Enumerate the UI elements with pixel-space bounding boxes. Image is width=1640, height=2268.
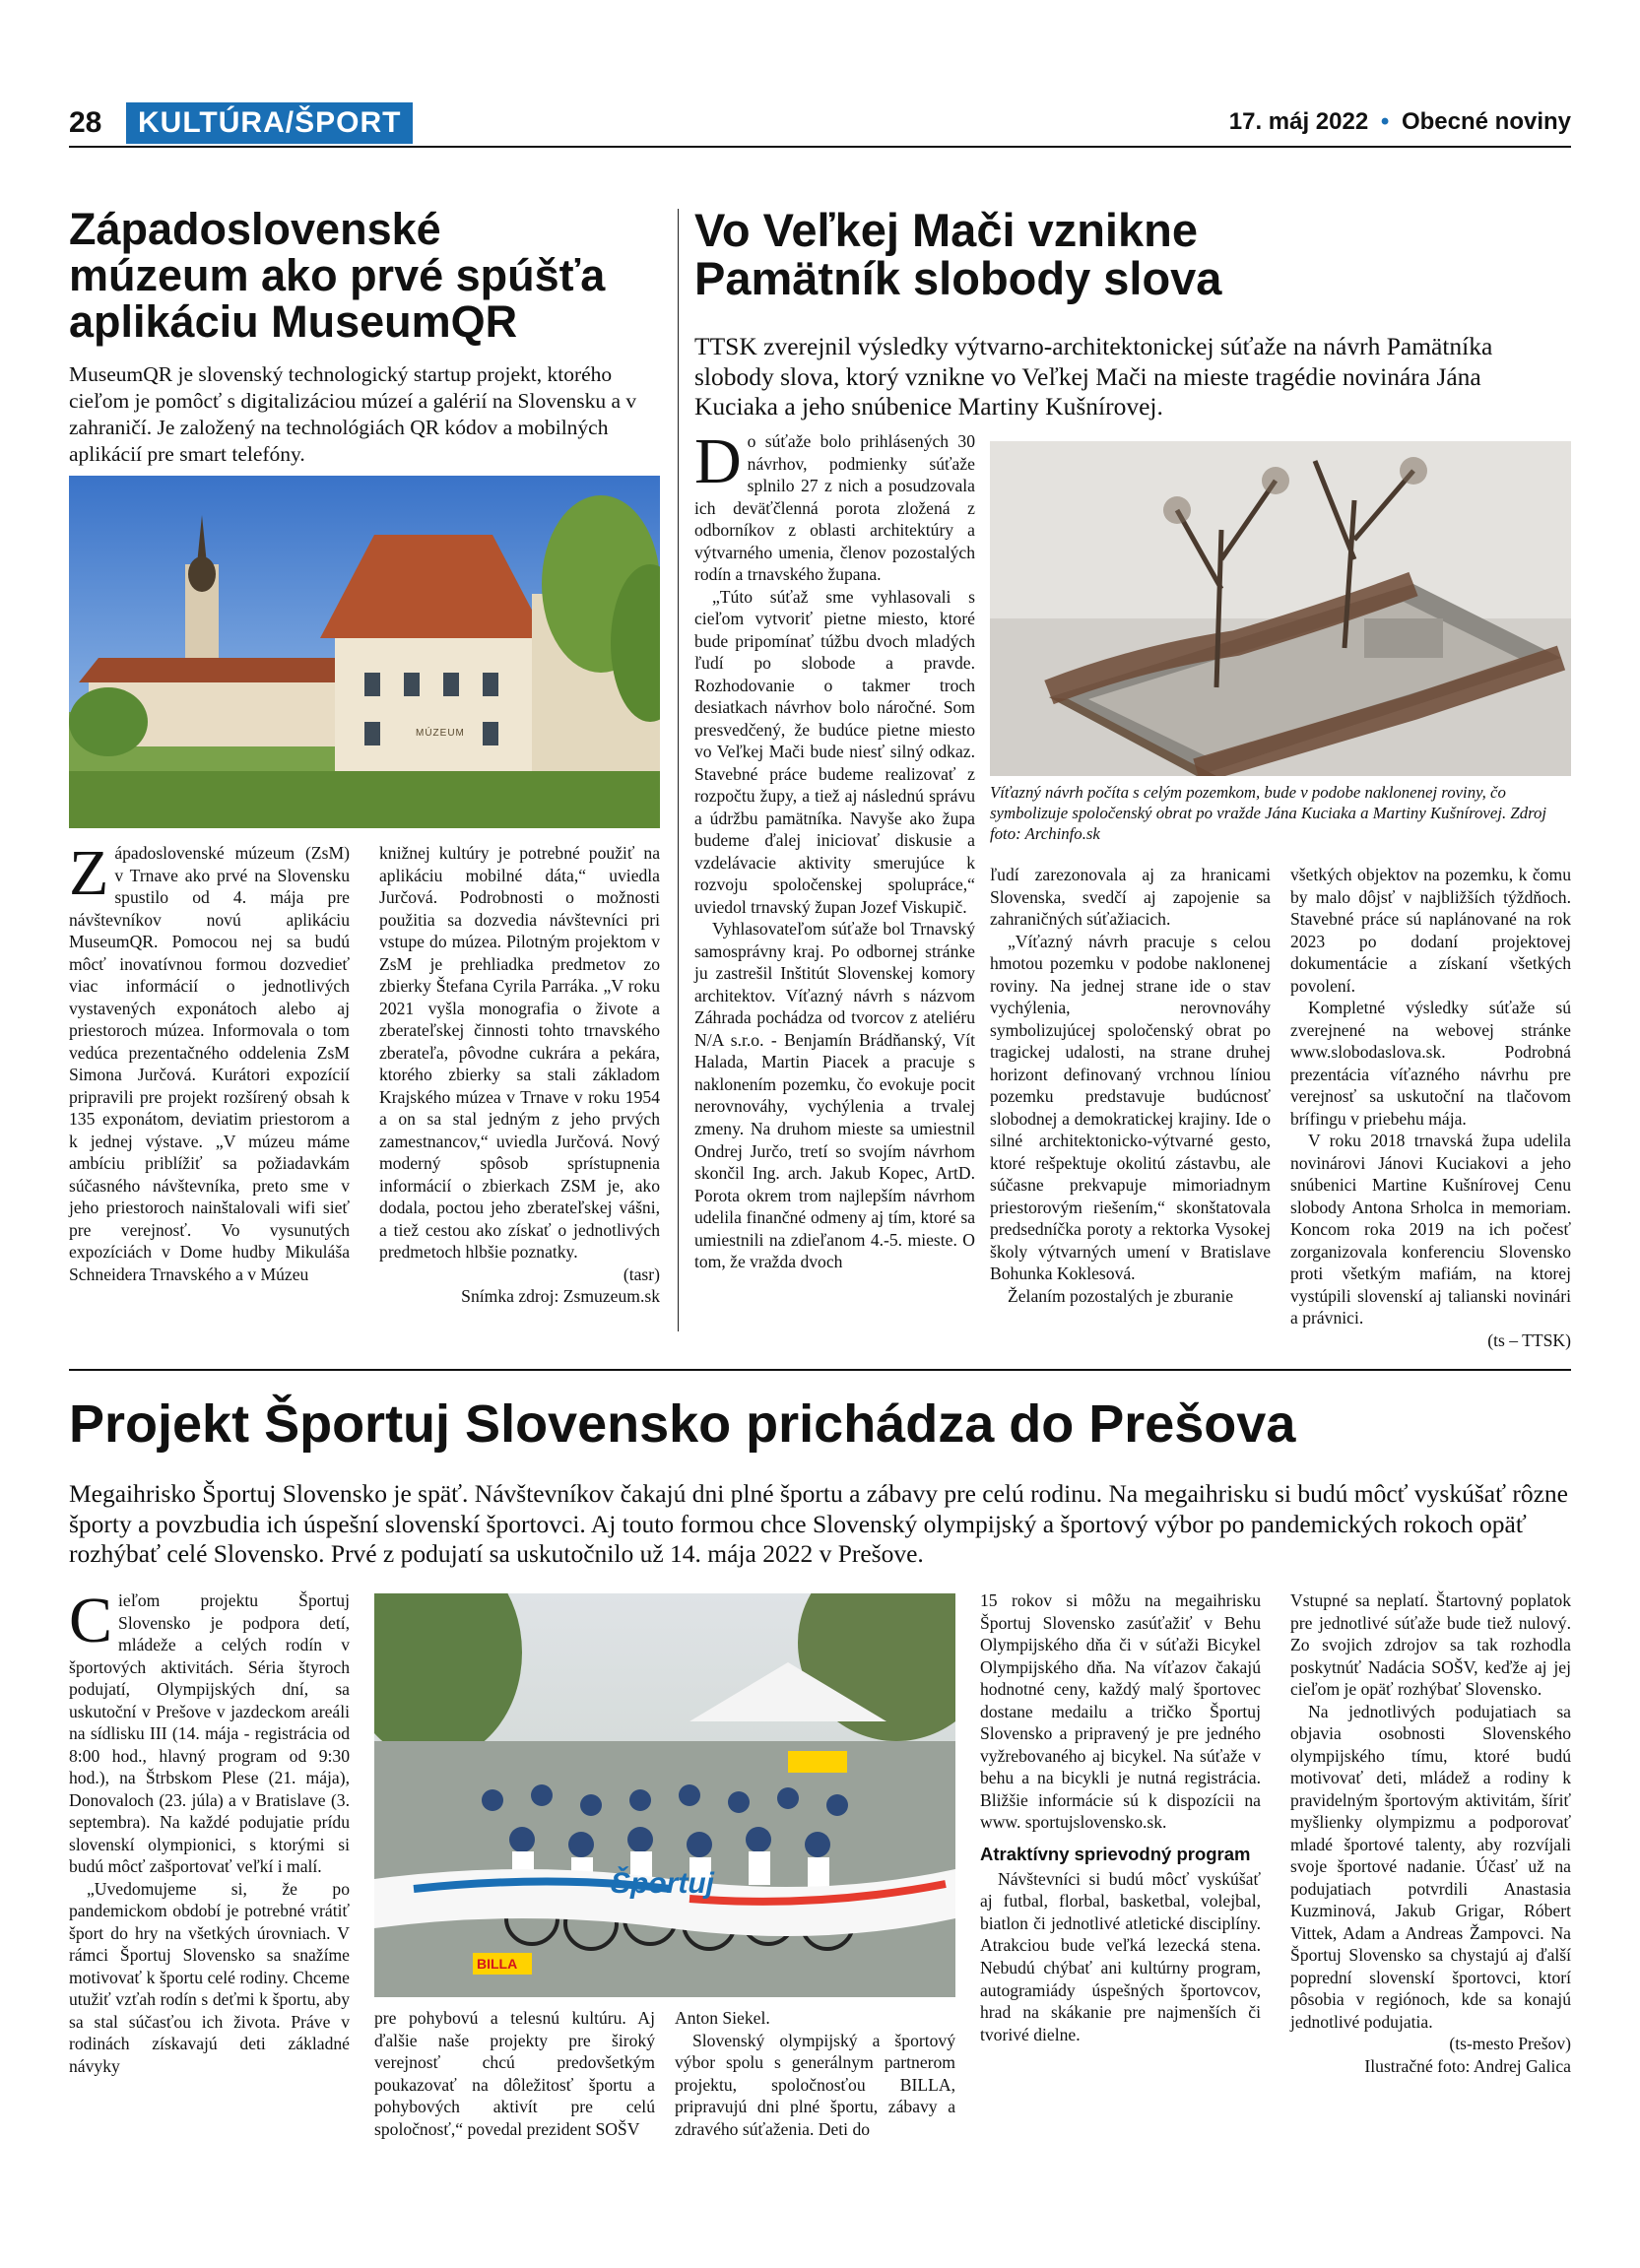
dropcap: C [69,1585,113,1656]
publication-name: Obecné noviny [1401,108,1571,135]
page-number: 28 [69,106,102,139]
article1-lead: MuseumQR je slovenský technologický startup projekt, ktorého cieľom je pomôcť s digitalizáciou múzeí a galérií na Slovensku a v zahraničí. Je založený na technológiách QR kódov a mobilných aplikácií pre smart telefóny. [69,362,637,466]
museum-photo [69,476,660,828]
section-badge: KULTÚRA/ŠPORT [126,102,413,144]
section-divider [69,1369,1571,1371]
article3-col3-bottom: Anton Siekel. Slovenský olympijský a športový výbor spolu s generálnym partnerom projektu, spoločnosťou BILLA, pripravujú dni plné športu, zábavy a zdravého súťaženia. Deti do [675,2008,955,2139]
article1-photo-credit: Snímka zdroj: Zsmuzeum.sk [461,1286,660,1307]
article3-signature: (ts-mesto Prešov) [1449,2034,1571,2054]
photo-billa-sign: BILLA [477,1956,518,1972]
article3-photo-credit: Ilustračné foto: Andrej Galica [1364,2055,1571,2076]
article2-col2: ľudí zarezonovala aj za hranicami Slovenska, svedčí aj zapojenie sa zahraničných súťažiacich. „Víťazný návrh pracuje s celou hmotou pozemku v podobe naklonenej roviny. Na jednej strane ide o stav vychýlenia, nerovnováhy symbolizujúcej spoločenský obrat po tragickej udalosti, na strane druhej horizont definovaný vrchnou líniou pozemku predstavuje budúcnosť slobodnej a demokratickej krajiny. Ide o silné architektonicko-výtvarné gesto, ktoré rešpektuje okolitú zástavbu, ale súčasne prekvapuje mimoriadnym priestorovým riešením,“ skonštatovala predsedníčka poroty a rektorka Vysokej školy výtvarných umení v Bratislave Bohunka Koklesová. Želaním pozostalých je zburanie [990,865,1271,1306]
museum-sign: MÚZEUM [416,728,465,739]
article1-col1: Západoslovenské múzeum (ZsM) v Trnave ako prvé na Slovensku spustilo od 4. mája pre návštevníkov novú aplikáciu MuseumQR. Pomocou nej sa budú môcť inovatívnou formou dozvedieť viac informácií o jednotlivých vystavených exponátoch alebo aj priestoroch múzea. Informovala o tom vedúca prezentačného oddelenia ZsM Simona Jurčová. Kurátori expozícií pripravili pre projekt rozšírený obsah k 135 exponátom, deviatim priestorom a k jednej výstave. „V múzeu máme ambíciu priblížiť sa požiadavkám súčasného návštevníka, preto sme v jeho priestoroch nainštalovali wifi sieť pre verejnosť. Vo vysunutých expozíciách v Dome hudby Mikuláša Schneidera Trnavského a v Múzeu [69,837,350,1284]
dropcap: Z [69,837,109,909]
article3-col1: Cieľom projektu Športuj Slovensko je podpora detí, mládeže a celých rodín v športových aktivitách. Séria štyroch podujatí, Olympijských dní, sa uskutoční v Prešove v jazdeckom areáli na sídlisku III (14. mája - registrácia od 8:00 hod., hlavný program od 9:30 hod.), na Štrbskom Plese (21. mája), Donovaloch (23. júla) a v Bratislave (3. septembra). Na každé podujatie prídu slovenskí olympionici, s ktorými si budú môcť zašportovať veľkí i malí. „Uvedomujeme si, že po pandemickom období je potrebné vrátiť šport do hry na všetkých úrovniach. V rámci Športuj Slovensko sa snažíme motivovať k športu celé rodiny. Chceme utužiť vzťah rodín s deťmi k športu, aby sa stal súčasťou ich života. Práve v rodinách získavajú deti základné návyky [69,1585,350,2076]
article3-lead: Megaihrisko Športuj Slovensko je späť. Návštevníkov čakajú dni plné športu a zábavy pre celú rodinu. Na megaihrisku si budú môcť vyskúšať rôzne športy a povzbudia ich úspešní slovenskí športovci. Aj touto formou chce Slovenský olympijský a športový výbor po pandemických rokoch opäť rozhýbať celé Slovensko. Prvé z podujatí sa uskutočnilo už 14. mája 2022 v Prešove. [69,1479,1568,1569]
memorial-model-photo [990,441,1571,776]
memorial-photo-caption: Víťazný návrh počíta s celým pozemkom, bude v podobe naklonenej roviny, čo symbolizuje spoločenský obrat po vražde Jána Kuciaka a Martiny Kušnírovej. Zdroj foto: Archinfo.sk [990,783,1547,843]
article3-col2: pre pohybovú a telesnú kultúru. Aj ďalšie naše projekty pre široký verejnosť chcú predovšetkým poukazovať na dôležitosť športu a pohybových aktivít pre celú spoločnosť,“ povedal prezident SOŠV [374,2008,655,2139]
header-dateline [1229,108,1571,136]
article3-subhead: Atraktívny sprievodný program [980,1843,1251,1864]
article1-signature: (tasr) [623,1264,660,1284]
article2-col3: všetkých objektov na pozemku, k čomu by malo dôjsť v najbližších týždňoch. Stavebné práce sú naplánované na rok 2023 po dodaní projektovej dokumentácie a získaní všetkých povolení. Kompletné výsledky súťaže sú zverejnené na webovej stránke www.slobodaslova.sk. Podrobná prezentácia víťazného návrhu pre verejnosť sa uskutoční na tlačovom brífingu v priebehu mája. V roku 2018 trnavská župa udelila novinárovi Jánovi Kuciakovi a jeho snúbenici Martine Kušnírovej Cenu slobody Antona Srholca in memoriam. Koncom roka 2019 na ich počesť zorganizovala konferenciu Slovensko proti všetkým mafiám, na ktorej vystúpili slovenskí aj talianski novinári a právnici. (ts – TTSK) [1290,865,1571,1350]
dropcap: D [694,425,742,497]
article1-title: Západoslovenské múzeum ako prvé spúšťa aplikáciu MuseumQR [69,204,606,347]
cyclists-photo [374,1593,955,1997]
issue-date: 17. máj 2022 [1228,108,1369,135]
header-bullet: • [1380,108,1390,135]
article3-col3: 15 rokov si môžu na megaihrisku Športuj Slovensko zasúťažiť v Behu Olympijského dňa či v súťaži Bicykel Olympijského dňa. Na víťazov čakajú hodnotné ceny, každý malý športovec dostane medailu a tričko Športuj Slovensko a pripravený je pre jedného vyžrebovaného aj bicykel. Na súťaže v behu a na bicykli je nutná registrácia. Bližšie informácie sú k dispozícii na www. sportujslovensko.sk. Atraktívny sprievodný program Návštevníci si budú môcť vyskúšať aj futbal, florbal, basketbal, volejbal, biatlon či jednotlivé atletické disciplíny. Atrakciou bude veľká lezecká stena. Nebudú chýbať ani kultúrny program, autogramiády úspešných športovcov, hrad na skákanie pre najmenších či tvorivé dielne. [980,1590,1261,2044]
article1-col2: knižnej kultúry je potrebné použiť na aplikáciu mobilné dáta,“ uviedla Jurčová. Podrobnosti o možnosti použitia sa dozvedia návštevníci pri vstupe do múzea. Pilotným projektom v ZsM je prehliadka predmetov zo zbierky Štefana Cyrila Parráka. „V roku 2021 vyšla monografia o živote a zberateľskej činnosti tohto trnavského zberateľa, pôvodne cukrára a pekára, ktorého zbierky sa stali základom Krajského múzea v Trnave v roku 1954 a on sa stal jedným z jeho prvých zamestnancov,“ uviedla Jurčová. Nový moderný spôsob sprístupnenia informácií o zbierkach ZSM je, ako dodala, poctou jeho zberateľskej vášni, a tiež cestou ako získať o jednotlivých predmetoch hlbšie poznatky. (tasr) Snímka zdroj: Zsmuzeum.sk [379,843,660,1307]
article2-lead: TTSK zverejnil výsledky výtvarno-architektonickej súťaže na návrh Pamätníka slobody slova, ktorý vznikne vo Veľkej Mači na mieste tragédie novinára Jána Kuciaka a jeho snúbenice Martiny Kušnírovej. [694,332,1493,421]
article2-col1: Do súťaže bolo prihlásených 30 návrhov, podmienky súťaže splnilo 27 z nich a posudzovala ich deväťčlenná porota zložená z odborníkov z oblasti architektúry a výtvarného umenia, členov pozostalých rodín a trnavského župana. „Túto súťaž sme vyhlasovali s cieľom vytvoriť pietne miesto, ktoré bude pripomínať túžbu dvoch mladých ľudí po slobode a pravde. Rozhodovanie o takmer troch desiatkach návrhov bolo náročné. Som presvedčený, že budúce pietne miesto vo Veľkej Mači bude niesť silný odkaz. Stavebné práce budeme realizovať z rozpočtu župy, a tiež aj následnú správu a údržbu pamätníka. Navyše ako župa budeme ďalej iniciovať diskusie a vzdelávacie aktivity smerujúce k rozvoju spoločenskej spolupráce,“ uviedol trnavský župan Jozef Viskupič. Vyhlasovateľom súťaže bol Trnavský samosprávny kraj. Po odbornej stránke ju zastrešil Inštitút Slovenskej komory architektov. Víťazný návrh s názvom Záhrada pochádza od tvorcov z ateliéru N/A s.r.o. - Benjamín Brádňanský, Vít Halada, Martin Piacek a pracuje s naklonením pozemku, čo evokuje pocit nerovnováhy, vychýlenia a trvalej zmeny. Na druhom mieste sa umiestnil Ondrej Jurčo, tretí so svojím návrhom skončil Ing. arch. Jakub Kopec, ArtD. Porota okrem trom najlepším návrhom udelila finančné odmeny aj tím, ktoré sa umiestnili na zdieľanom 4.-5. mieste. O tom, že vražda dvoch [694,425,975,1272]
header-rule [69,146,1571,148]
article3-col4: Vstupné sa neplatí. Štartovný poplatok pre jednotlivé súťaže bude tiež nulový. Zo svojich zdrojov sa tak rozhodla poskytnúť Nadácia SOŠV, keďže aj jej cieľom je opäť rozhýbať Slovensko. Na jednotlivých podujatiach sa objavia osobnosti Slovenského olympijského tímu, ktoré budú motivovať deti, mládež a rodiny k pravidelným športovým aktivitám, šíriť myšlienky olympizmu a podporovať mladé športové talenty, aby rozvíjali svoje športové nadanie. Účasť už na podujatiach potvrdili Anastasia Kuzminová, Jakub Grigar, Róbert Vittek, Adam a Andreas Žampovci. Na Športuj Slovensko sa chystajú aj ďalší poprední slovenskí športovci, ktorí pôsobia v regiónoch, kde sa konajú jednotlivé podujatia. (ts-mesto Prešov) Ilustračné foto: Andrej Galica [1290,1590,1571,2076]
photo-banner-text: Športuj [611,1867,714,1900]
article2-signature: (ts – TTSK) [1487,1329,1571,1350]
article2-title: Vo Veľkej Mači vznikne Pamätník slobody slova [694,204,1222,304]
article3-title: Projekt Športuj Slovensko prichádza do Prešova [69,1394,1296,1454]
column-rule [678,209,679,1331]
page-header [69,102,1571,148]
